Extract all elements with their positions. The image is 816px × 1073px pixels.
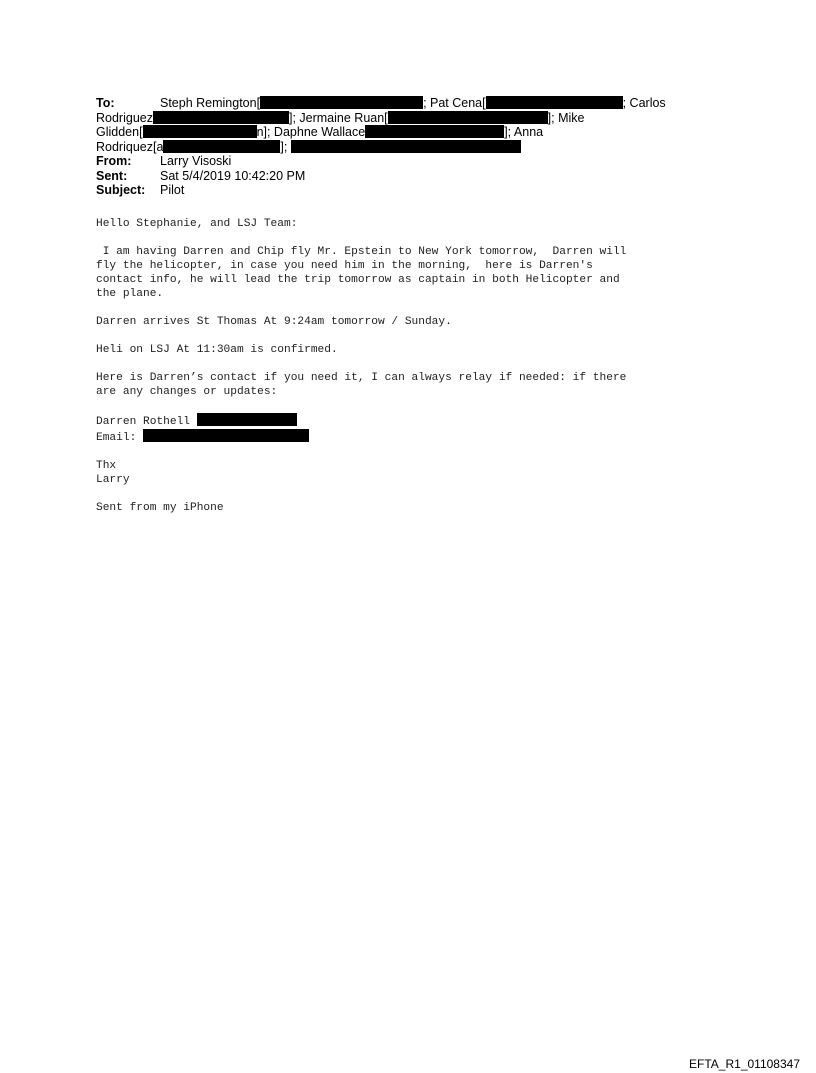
redaction-block xyxy=(260,96,423,109)
subject-row xyxy=(96,183,716,198)
from-label: From: xyxy=(96,154,132,168)
to-row-continued xyxy=(96,140,716,155)
redaction-block xyxy=(153,111,289,124)
sent-row xyxy=(96,169,716,184)
redaction-block xyxy=(486,96,623,109)
subject-label: Subject: xyxy=(96,183,146,197)
to-recipient: ]; Jermaine Ruan[ xyxy=(288,110,388,125)
sent-label: Sent: xyxy=(96,168,128,183)
to-recipient: ]; Anna xyxy=(504,125,544,139)
sent-value: Sat 5/4/2019 10:42:20 PM xyxy=(160,168,306,183)
email-header xyxy=(96,96,716,198)
redaction-block xyxy=(143,125,257,138)
redaction-block xyxy=(143,429,309,442)
from-row xyxy=(96,154,716,169)
to-recipient: ; Pat Cena[ xyxy=(423,96,486,110)
to-label: To: xyxy=(96,96,115,110)
to-row-continued xyxy=(96,125,716,140)
contact-email-label: Email: xyxy=(96,432,137,444)
to-row xyxy=(96,96,716,111)
redaction-block xyxy=(365,125,504,138)
to-recipient: ]; xyxy=(280,139,288,154)
redaction-block xyxy=(291,140,521,153)
signoff xyxy=(96,459,736,487)
body-paragraph: I am having Darren and Chip fly Mr. Epstein to New York tomorrow, Darren will fly the helicopter, in case you need him in the morning, here is Darren's contact info, he will lead the trip tomorrow as captain in both Helicopter and the plane. xyxy=(96,246,627,300)
sent-from: Sent from my iPhone xyxy=(96,502,224,514)
subject-value: Pilot xyxy=(160,183,185,197)
to-recipient: Rodriguez xyxy=(96,110,153,125)
to-recipient: Rodriquez[a xyxy=(96,139,164,154)
document-id: EFTA_R1_01108347 xyxy=(689,1057,800,1071)
body-paragraph: Heli on LSJ At 11:30am is confirmed. xyxy=(96,344,338,356)
greeting: Hello Stephanie, and LSJ Team: xyxy=(96,218,298,230)
to-row-continued xyxy=(96,111,716,126)
contact-name: Darren Rothell xyxy=(96,416,190,428)
body-paragraph: Here is Darren’s contact if you need it, I can always relay if needed: if there are any changes or updates: xyxy=(96,372,627,398)
to-recipient: n]; Daphne Wallace xyxy=(256,125,366,139)
body-paragraph: Darren arrives St Thomas At 9:24am tomorrow / Sunday. xyxy=(96,316,452,328)
from-value: Larry Visoski xyxy=(160,154,232,168)
to-recipient: Steph Remington[ xyxy=(160,96,261,110)
redaction-block xyxy=(163,140,280,153)
to-recipient: ]; Mike xyxy=(547,110,585,125)
email-body xyxy=(96,217,736,529)
signoff-thanks: Thx xyxy=(96,460,117,472)
redaction-block xyxy=(197,413,297,426)
to-recipient: Glidden[ xyxy=(96,125,143,139)
signoff-name: Larry xyxy=(96,474,130,486)
to-recipient: ; Carlos xyxy=(622,96,666,110)
redaction-block xyxy=(388,111,548,124)
contact-block xyxy=(96,413,736,445)
